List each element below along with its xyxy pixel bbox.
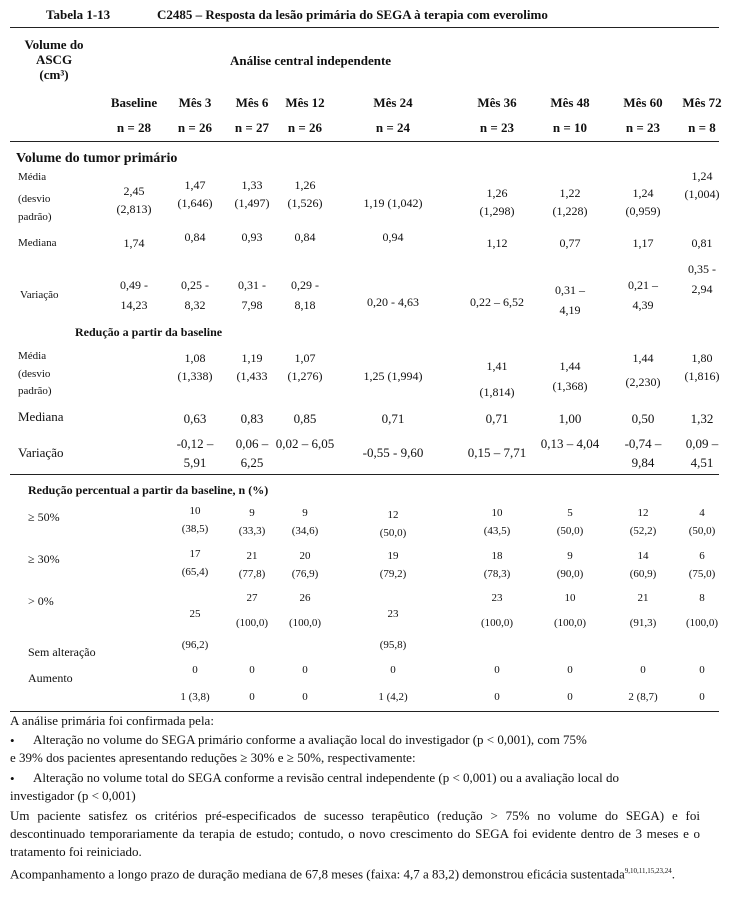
reducao-media-cell: (1,814) [479, 385, 515, 399]
column-name: Mês 72 [682, 95, 722, 110]
column-name: Mês 6 [235, 95, 269, 110]
volume-media-cell: 2,45 [123, 184, 145, 198]
pct-aumento-cell: 0 [249, 691, 255, 703]
pct-30-cell: (76,9) [291, 568, 319, 580]
volume-mediana-cell: 0,84 [184, 230, 206, 244]
reducao-media-cell: (1,368) [552, 379, 588, 393]
pct-30-cell: 19 [387, 550, 399, 562]
column-count: n = 26 [177, 120, 213, 135]
pct-50-cell: 12 [387, 509, 399, 521]
volume-variacao-cell: 0,21 – [628, 278, 658, 292]
volume-variacao-cell: 7,98 [241, 298, 263, 312]
pct-50-cell: (33,3) [238, 525, 266, 537]
reducao-media-cell: (2,230) [625, 375, 661, 389]
volume-media-cell: (2,813) [116, 202, 152, 216]
column-name: Mês 48 [550, 95, 590, 110]
bullet-1-icon: • [10, 733, 15, 748]
vol-variacao-label: Variação [20, 289, 59, 301]
volume-mediana-cell: 0,84 [294, 230, 316, 244]
column-name: Mês 36 [477, 95, 517, 110]
pct-50-cell: 9 [302, 507, 308, 519]
table-label: Tabela 1-13 [46, 7, 111, 22]
reducao-mediana-cell: 0,83 [240, 411, 264, 426]
pct-50-cell: 4 [699, 507, 705, 519]
volume-variacao-cell: 8,18 [294, 298, 316, 312]
column-count: n = 23 [479, 120, 515, 135]
reducao-media-cell: 1,07 [294, 351, 316, 365]
pct-aumento-cell: 1 (4,2) [378, 691, 408, 703]
volume-media-cell: 1,26 [486, 186, 508, 200]
pct-30-cell: 18 [491, 550, 503, 562]
pct-50-cell: 10 [189, 505, 201, 517]
volume-media-cell: 1,24 [691, 169, 713, 183]
reducao-media-cell: 1,19 [241, 351, 263, 365]
reducao-variacao-cell: -0,12 – [176, 436, 214, 451]
volume-media-cell: 1,19 (1,042) [363, 196, 423, 210]
volume-mediana-cell: 0,77 [559, 236, 581, 250]
notes-paragraph-2-refs: 9,10,11,15,23,24 [624, 867, 672, 875]
pct-0-cell: 26 [299, 592, 311, 604]
column-name: Mês 24 [373, 95, 413, 110]
pct-aumento-cell: 1 (3,8) [180, 691, 210, 703]
notes-paragraph-2 [10, 862, 700, 883]
column-name: Mês 3 [178, 95, 212, 110]
vol-media-label-2: (desvio [18, 193, 51, 205]
pct-0-cell: (100,0) [288, 617, 322, 629]
pct-0-cell: (100,0) [235, 617, 269, 629]
column-count: n = 10 [552, 120, 588, 135]
red-mediana-label: Mediana [18, 409, 64, 424]
pct-50-cell: (52,2) [629, 525, 657, 537]
pct-30-cell: 21 [246, 550, 258, 562]
volume-media-cell: (1,298) [479, 204, 515, 218]
volume-mediana-cell: 1,17 [632, 236, 654, 250]
volume-media-cell: (1,004) [684, 187, 720, 201]
volume-mediana-cell: 0,93 [241, 230, 263, 244]
notes-bullet2-a: Alteração no volume total do SEGA conforme a revisão central independente (p < 0,001) ou a avaliação local do [33, 770, 619, 785]
volume-mediana-cell: 0,94 [382, 230, 404, 244]
reducao-media-cell: (1,276) [287, 369, 323, 383]
volume-media-cell: 1,33 [241, 178, 263, 192]
reducao-media-cell: 1,08 [184, 351, 206, 365]
pct-aumento-label: Aumento [28, 671, 73, 685]
reducao-variacao-cell: -0,55 - 9,60 [362, 445, 424, 460]
section-percent-rule [10, 474, 719, 475]
reducao-mediana-cell: 0,71 [381, 411, 405, 426]
table-bottom-rule [10, 711, 719, 712]
column-count: n = 23 [625, 120, 661, 135]
pct-50-cell: (38,5) [181, 523, 209, 535]
pct-sem-cell: 0 [699, 664, 705, 676]
pct-30-label: ≥ 30% [28, 552, 60, 566]
pct-0-cell: 8 [699, 592, 705, 604]
volume-media-cell: (1,526) [287, 196, 323, 210]
row-header-line2: ASCG [35, 52, 73, 67]
pct-50-cell: (34,6) [291, 525, 319, 537]
reducao-mediana-cell: 1,32 [690, 411, 714, 426]
vol-media-label-1: Média [18, 171, 47, 183]
header-rule [10, 27, 719, 28]
notes-paragraph-1: Um paciente satisfez os critérios pré-especificados de sucesso terapêutico (redução > 75% no volume do SEGA) e foi descontinuado temporariamente da terapia de estudo; contudo, o novo crescimento do SEGA foi evidente dentro de 3 meses e o tratamento foi reiniciado. [10, 808, 700, 859]
pct-0-cell: (91,3) [629, 617, 657, 629]
column-name: Mês 60 [623, 95, 663, 110]
table-caption: C2485 – Resposta da lesão primária do SEGA à terapia com everolimo [157, 7, 548, 22]
volume-media-cell: (0,959) [625, 204, 661, 218]
column-header-rule [10, 141, 719, 142]
reducao-variacao-cell: 0,02 – 6,05 [275, 436, 335, 451]
red-media-label-2: (desvio [18, 368, 51, 380]
column-count: n = 28 [116, 120, 152, 135]
column-name: Baseline [110, 95, 158, 110]
notes-paragraph-2-end: . [671, 866, 675, 882]
reducao-variacao-cell: 4,51 [690, 455, 714, 470]
pct-aumento-cell: 0 [494, 691, 500, 703]
volume-media-cell: (1,646) [177, 196, 213, 210]
reducao-media-cell: (1,433 [236, 369, 268, 383]
pct-50-cell: 9 [249, 507, 255, 519]
reducao-mediana-cell: 1,00 [558, 411, 582, 426]
pct-0-cell: 21 [637, 592, 649, 604]
volume-mediana-cell: 0,81 [691, 236, 713, 250]
volume-mediana-cell: 1,74 [123, 236, 145, 250]
pct-sem-label: Sem alteração [28, 645, 96, 659]
column-count: n = 24 [375, 120, 411, 135]
reducao-variacao-cell: 0,15 – 7,71 [467, 445, 527, 460]
reducao-variacao-cell: 9,84 [631, 455, 655, 470]
pct-sem-cell: 0 [302, 664, 308, 676]
row-header-line1: Volume do [24, 37, 84, 52]
reducao-media-cell: 1,25 (1,994) [363, 369, 423, 383]
column-count: n = 27 [234, 120, 270, 135]
volume-variacao-cell: 0,31 – [555, 283, 585, 297]
pct-0-cell: 10 [564, 592, 576, 604]
reducao-variacao-cell: 0,09 – [685, 436, 719, 451]
pct-sem-cell: 0 [249, 664, 255, 676]
pct-0-label: > 0% [28, 594, 54, 608]
volume-variacao-cell: 0,29 - [291, 278, 319, 292]
reducao-variacao-cell: 5,91 [183, 455, 207, 470]
pct-0-cell: (95,8) [379, 639, 407, 651]
pct-30-cell: 6 [699, 550, 705, 562]
pct-30-cell: (90,0) [556, 568, 584, 580]
notes-intro: A análise primária foi confirmada pela: [10, 713, 214, 728]
volume-media-cell: 1,24 [632, 186, 654, 200]
pct-50-label: ≥ 50% [28, 510, 60, 524]
column-count: n = 26 [287, 120, 323, 135]
notes-bullet1-a: Alteração no volume do SEGA primário conforme a avaliação local do investigador (p < 0,001), com 75% [33, 732, 587, 747]
pct-50-cell: 12 [637, 507, 649, 519]
pct-0-cell: (100,0) [480, 617, 514, 629]
pct-50-cell: (50,0) [379, 527, 407, 539]
red-media-label-1: Média [18, 350, 47, 362]
pct-aumento-cell: 0 [302, 691, 308, 703]
bullet-2-icon: • [10, 771, 15, 786]
volume-media-cell: (1,497) [234, 196, 270, 210]
reducao-mediana-cell: 0,63 [183, 411, 207, 426]
volume-variacao-cell: 0,49 - [120, 278, 148, 292]
volume-variacao-cell: 8,32 [184, 298, 206, 312]
notes-bullet2-b: investigador (p < 0,001) [10, 788, 136, 803]
reducao-mediana-cell: 0,71 [485, 411, 509, 426]
volume-media-cell: 1,26 [294, 178, 316, 192]
reducao-media-cell: (1,338) [177, 369, 213, 383]
volume-variacao-cell: 4,39 [632, 298, 654, 312]
volume-variacao-cell: 0,22 – 6,52 [470, 295, 524, 309]
reducao-mediana-cell: 0,50 [631, 411, 655, 426]
pct-sem-cell: 0 [390, 664, 396, 676]
volume-mediana-cell: 1,12 [486, 236, 508, 250]
reducao-media-cell: 1,80 [691, 351, 713, 365]
pct-50-cell: (50,0) [556, 525, 584, 537]
column-name: Mês 12 [285, 95, 325, 110]
volume-variacao-cell: 4,19 [559, 303, 581, 317]
volume-variacao-cell: 0,20 - 4,63 [367, 295, 419, 309]
volume-variacao-cell: 0,35 - [688, 262, 716, 276]
reducao-variacao-cell: 0,13 – 4,04 [540, 436, 600, 451]
pct-50-cell: (50,0) [688, 525, 716, 537]
pct-30-cell: (77,8) [238, 568, 266, 580]
reducao-media-cell: 1,44 [559, 359, 581, 373]
pct-30-cell: (78,3) [483, 568, 511, 580]
pct-0-cell: 27 [246, 592, 258, 604]
pct-sem-cell: 0 [640, 664, 646, 676]
pct-30-cell: (75,0) [688, 568, 716, 580]
pct-0-cell: 23 [491, 592, 503, 604]
reducao-variacao-cell: -0,74 – [624, 436, 662, 451]
reducao-media-cell: (1,816) [684, 369, 720, 383]
volume-variacao-cell: 2,94 [691, 282, 713, 296]
group-title: Análise central independente [230, 53, 392, 68]
section-reducao-title: Redução a partir da baseline [75, 325, 223, 339]
volume-media-cell: 1,47 [184, 178, 206, 192]
pct-50-cell: (43,5) [483, 525, 511, 537]
pct-sem-cell: 0 [192, 664, 198, 676]
reducao-variacao-cell: 6,25 [240, 455, 264, 470]
pct-sem-cell: 0 [494, 664, 500, 676]
reducao-media-cell: 1,44 [632, 351, 654, 365]
pct-30-cell: (60,9) [629, 568, 657, 580]
volume-media-cell: 1,22 [559, 186, 581, 200]
pct-30-cell: 20 [299, 550, 311, 562]
pct-0-cell: 25 [189, 608, 201, 620]
pct-0-cell: (100,0) [553, 617, 587, 629]
volume-media-cell: (1,228) [552, 204, 588, 218]
volume-variacao-cell: 0,31 - [238, 278, 266, 292]
section-percent-title: Redução percentual a partir da baseline, n (%) [28, 483, 269, 497]
red-variacao-label: Variação [18, 445, 64, 460]
notes-bullet1-b: e 39% dos pacientes apresentando reduções ≥ 30% e ≥ 50%, respectivamente: [10, 750, 416, 765]
vol-mediana-label: Mediana [18, 237, 57, 249]
reducao-media-cell: 1,41 [486, 359, 508, 373]
pct-30-cell: 14 [637, 550, 649, 562]
row-header-line3: (cm³) [39, 67, 69, 82]
pct-50-cell: 10 [491, 507, 503, 519]
pct-aumento-cell: 0 [567, 691, 573, 703]
pct-0-cell: (96,2) [181, 639, 209, 651]
volume-variacao-cell: 14,23 [120, 298, 148, 312]
pct-0-cell: 23 [387, 608, 399, 620]
pct-aumento-cell: 2 (8,7) [628, 691, 658, 703]
vol-media-label-3: padrão) [18, 211, 52, 223]
reducao-mediana-cell: 0,85 [293, 411, 317, 426]
column-count: n = 8 [688, 120, 716, 135]
red-media-label-3: padrão) [18, 385, 52, 397]
pct-30-cell: (65,4) [181, 566, 209, 578]
notes-paragraph-2-text: Acompanhamento a longo prazo de duração mediana de 67,8 meses (faixa: 4,7 a 83,2) demonstrou eficácia sustentada [10, 866, 625, 882]
pct-0-cell: (100,0) [685, 617, 719, 629]
pct-50-cell: 5 [567, 507, 573, 519]
section-volume-title: Volume do tumor primário [16, 151, 178, 166]
reducao-variacao-cell: 0,06 – [235, 436, 269, 451]
pct-aumento-cell: 0 [699, 691, 705, 703]
pct-30-cell: 17 [189, 548, 201, 560]
pct-30-cell: 9 [567, 550, 573, 562]
pct-30-cell: (79,2) [379, 568, 407, 580]
pct-sem-cell: 0 [567, 664, 573, 676]
volume-variacao-cell: 0,25 - [181, 278, 209, 292]
